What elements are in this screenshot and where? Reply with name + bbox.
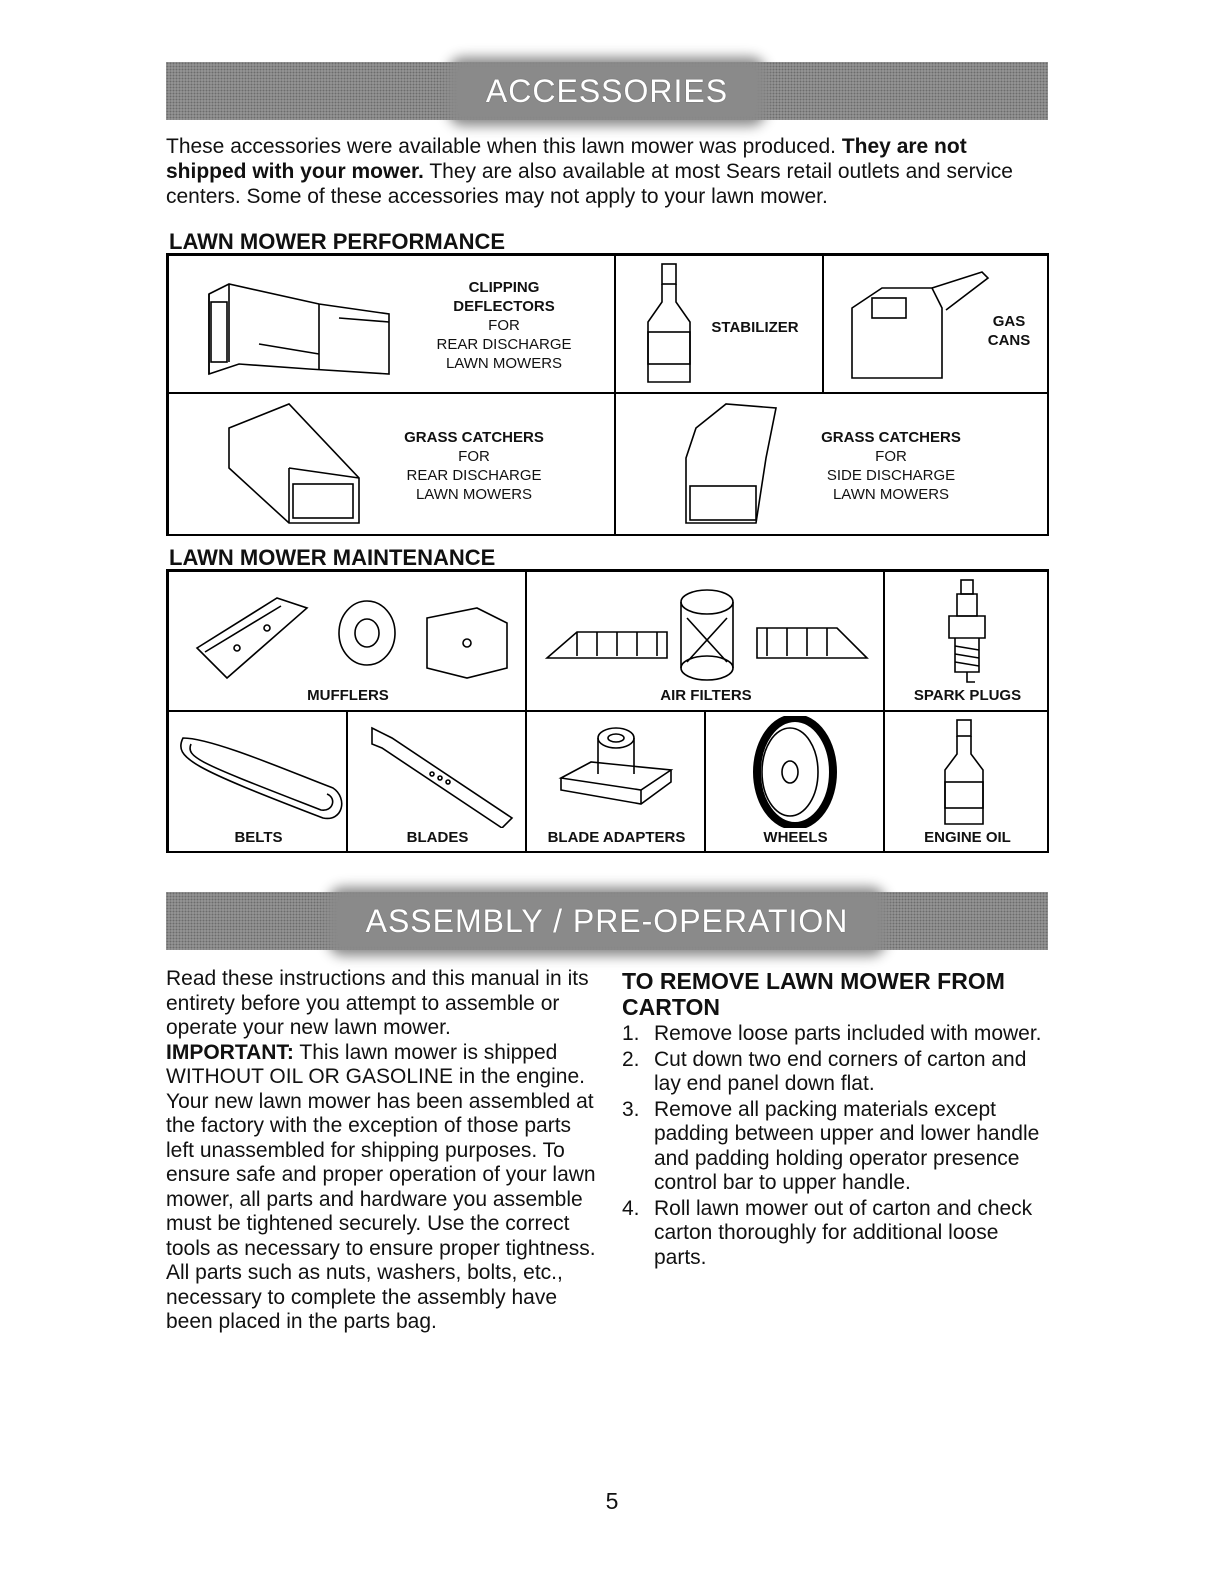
blades-label: BLADES bbox=[406, 829, 469, 846]
stabilizer-cell bbox=[615, 255, 823, 393]
grass-catcher-side-icon bbox=[676, 398, 786, 528]
wheels-label: WHEELS bbox=[763, 829, 828, 846]
mufflers-label: MUFFLERS bbox=[307, 687, 389, 704]
clipping-deflector-icon bbox=[199, 274, 399, 384]
remove-from-carton-heading: TO REMOVE LAWN MOWER FROM CARTON bbox=[622, 968, 1005, 1020]
assembly-right-column bbox=[622, 968, 1042, 1271]
mufflers-cell bbox=[168, 571, 526, 711]
gas-cans-label: GAS CANS bbox=[987, 313, 1031, 349]
blade-adapter-icon bbox=[531, 718, 701, 828]
important-label: IMPORTANT: bbox=[166, 1040, 294, 1064]
blade-adapters-cell bbox=[526, 711, 705, 853]
intro-text-1: These accessories were available when this lawn mower was produced. bbox=[166, 135, 836, 158]
wheel-icon bbox=[710, 716, 880, 828]
belts-label: BELTS bbox=[234, 829, 283, 846]
grass-catcher-rear-icon bbox=[219, 398, 379, 528]
page-number: 5 bbox=[605, 1488, 619, 1514]
blades-cell bbox=[347, 711, 526, 853]
gas-can-icon bbox=[842, 268, 992, 388]
spark-plug-icon bbox=[937, 576, 997, 686]
accessories-banner-title: ACCESSORIES bbox=[458, 67, 756, 116]
intro-text-2: They are also available at most Sears retail outlets and service centers. Some of these accessories may not apply to your lawn mower. bbox=[166, 160, 1013, 208]
engine-oil-bottle-icon bbox=[935, 718, 995, 828]
grass-catchers-side-label: GRASS CATCHERS FOR SIDE DISCHARGE LAWN MOWERS bbox=[821, 429, 961, 503]
assembly-intro-paragraph: Read these instructions and this manual in its entirety before you attempt to assemble or operate your new lawn mower. bbox=[166, 967, 589, 1039]
clipping-deflectors-cell bbox=[168, 255, 615, 393]
step-item: 3. Remove all packing materials except padding between upper and lower handle and padding holding operator presence control bar to upper handle. bbox=[622, 1097, 1040, 1194]
assembly-banner-title: ASSEMBLY / PRE-OPERATION bbox=[338, 897, 877, 946]
step-item: 2. Cut down two end corners of carton and lay end panel down flat. bbox=[622, 1047, 1027, 1095]
important-text: This lawn mower is shipped WITHOUT OIL OR GASOLINE in the engine. bbox=[166, 1040, 585, 1088]
mufflers-icon bbox=[177, 578, 517, 688]
clipping-deflectors-label: CLIPPING DEFLECTORS FOR REAR DISCHARGE LAWN MOWERS bbox=[436, 279, 572, 372]
stabilizer-label: STABILIZER bbox=[711, 319, 799, 336]
grass-catchers-rear-label: GRASS CATCHERS FOR REAR DISCHARGE LAWN MOWERS bbox=[404, 429, 544, 503]
assembly-banner bbox=[166, 892, 1048, 950]
remove-steps-list bbox=[622, 1022, 1042, 1270]
air-filters-label: AIR FILTERS bbox=[660, 687, 752, 704]
engine-oil-cell bbox=[884, 711, 1049, 853]
blade-adapters-label: BLADE ADAPTERS bbox=[547, 829, 686, 846]
engine-oil-label: ENGINE OIL bbox=[924, 829, 1011, 846]
important-notice bbox=[166, 1041, 596, 1090]
belt-icon bbox=[173, 718, 343, 828]
performance-heading: LAWN MOWER PERFORMANCE bbox=[169, 229, 506, 254]
accessories-intro bbox=[166, 134, 1046, 209]
grass-catchers-side-cell bbox=[615, 393, 1049, 536]
spark-plugs-cell bbox=[884, 571, 1049, 711]
performance-grid bbox=[166, 253, 1049, 536]
wheels-cell bbox=[705, 711, 884, 853]
assembly-details-paragraph: Your new lawn mower has been assembled at the factory with the exception of those parts left unassembled for shipping purposes. To ensure safe and proper operation of your lawn mower, all parts and hardware you assemble must be tightened securely. Use the correct tools as necessary to ensure proper tightness. All parts such as nuts, washers, bolts, etc., necessary to complete the assembly have been placed in the parts bag. bbox=[166, 1089, 596, 1333]
maintenance-grid bbox=[166, 569, 1049, 853]
assembly-left-column bbox=[166, 967, 596, 1335]
air-filters-cell bbox=[526, 571, 884, 711]
belts-cell bbox=[168, 711, 347, 853]
step-item: 1. Remove loose parts included with mower. bbox=[622, 1022, 1042, 1045]
maintenance-heading: LAWN MOWER MAINTENANCE bbox=[169, 545, 496, 570]
spark-plugs-label: SPARK PLUGS bbox=[913, 687, 1022, 704]
blade-icon bbox=[352, 718, 522, 828]
intro-bold: They are not shipped with your mower. bbox=[166, 135, 967, 183]
step-item: 4. Roll lawn mower out of carton and check carton thoroughly for additional loose parts. bbox=[622, 1196, 1033, 1269]
accessories-banner bbox=[166, 62, 1048, 120]
gas-cans-cell bbox=[823, 255, 1049, 393]
air-filters-icon bbox=[537, 578, 877, 688]
grass-catchers-rear-cell bbox=[168, 393, 615, 536]
stabilizer-bottle-icon bbox=[634, 262, 704, 390]
